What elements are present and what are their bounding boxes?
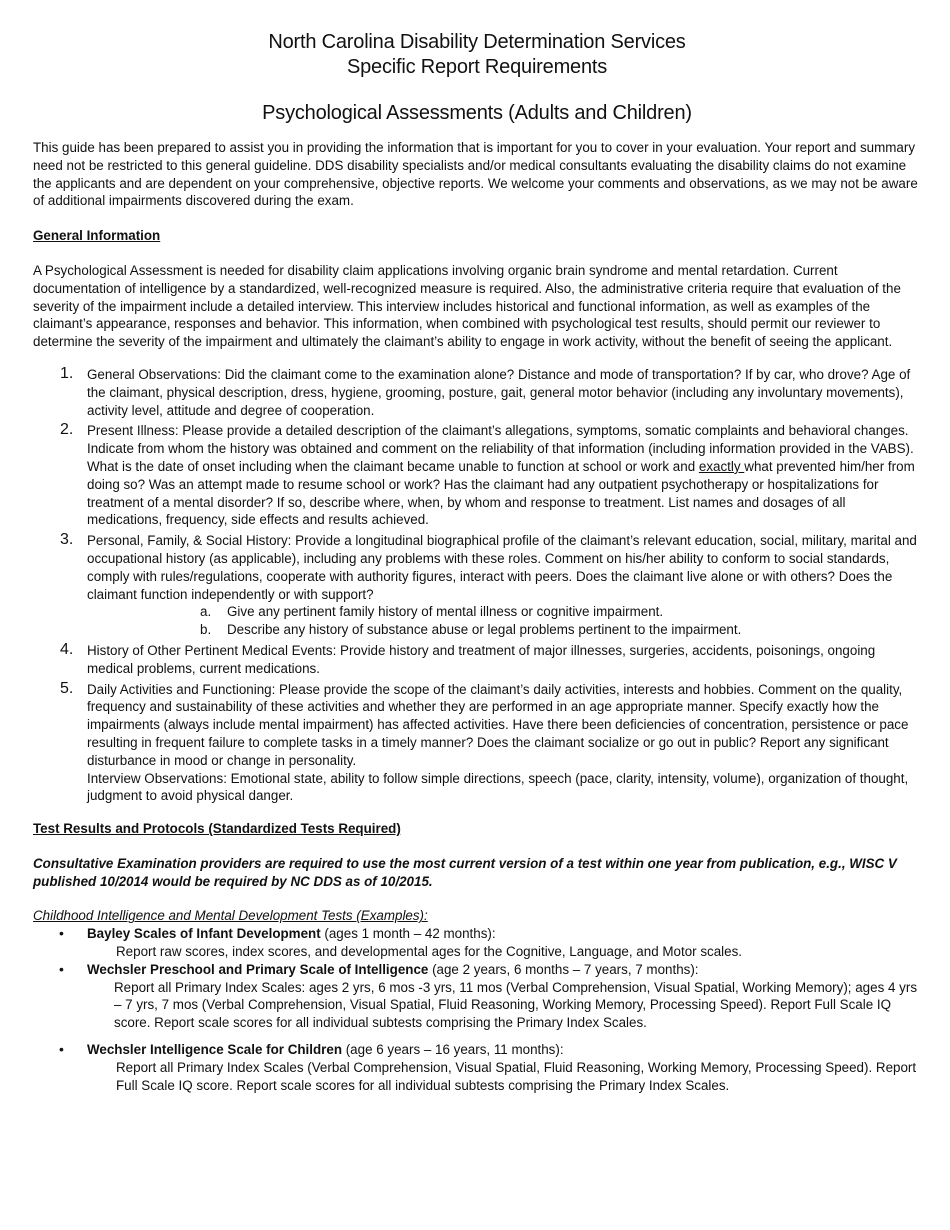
sub-item-text: Give any pertinent family history of mental illness or cognitive impairment. <box>227 604 664 620</box>
childhood-tests-heading: Childhood Intelligence and Mental Development Tests (Examples): <box>33 908 428 924</box>
list-item <box>33 532 921 639</box>
general-information-heading: General Information <box>33 228 161 244</box>
item-text: what prevented him/her from doing so? Was an attempt made to resume school or work? Has the claimant had any outpatient psychotherapy or hospitalizations for treatment of a mental disorder? If so, describe where, when, by whom and response to treatment. List names and dosages of all medications, frequency, side effects and results achieved. <box>87 458 915 528</box>
list-item <box>33 642 921 678</box>
sub-item-letter: a. <box>200 604 212 620</box>
bullet-icon: • <box>59 925 64 942</box>
bullet-icon: • <box>59 1041 64 1058</box>
test-detail: Report all Primary Index Scales: ages 2 yrs, 6 mos -3 yrs, 11 mos (Verbal Comprehension, Visual Spatial, Working Memory); ages 4 yrs – 7 yrs, 7 mos (Verbal Comprehension, Visual Spatial, Fluid Reasoning, Working Memory, Processing Speed). Report Full Scale IQ score. Report scale scores for all individual subtests comprising the Primary Index Scales. <box>114 979 918 1031</box>
test-name: Wechsler Preschool and Primary Scale of Intelligence <box>87 961 429 977</box>
item-text: Present Illness: Please provide a detailed description of the claimant’s allegations, symptoms, somatic complaints and behavioral changes. Indicate from whom the history was obtained and comment on the reliability of that information (including information provided in the VABS). What is the date of onset including when the claimant became unable to function at school or work and <box>87 423 914 474</box>
general-information-paragraph: A Psychological Assessment is needed for disability claim applications involving organic brain syndrome and mental retardation. Current documentation of intelligence by a standardized, well-recognized measure is required. Also, the administrative criteria require that evaluation of the severity of the impairment include a detailed interview. This interview includes historical and functional information, as well as examples of the claimant’s appearance, responses and behavior. This information, when combined with psychological test results, should permit our reviewer to determine the severity of the impairment and ultimately the claimant’s ability to engage in work activity, without the benefit of seeing the applicant. <box>33 262 901 350</box>
list-item <box>33 366 921 419</box>
bullet-icon: • <box>59 960 64 977</box>
report-requirements-title: Specific Report Requirements <box>346 56 608 78</box>
item-number: 3. <box>60 531 74 549</box>
item-text: History of Other Pertinent Medical Events: Provide history and treatment of major illnesses, surgeries, accidents, poisonings, ongoing medical problems, current medications. <box>87 642 876 676</box>
test-age-range: (age 2 years, 6 months – 7 years, 7 months): <box>428 961 699 977</box>
test-age-range: (ages 1 month – 42 months): <box>320 926 496 942</box>
item-text: General Observations: Did the claimant come to the examination alone? Distance and mode of transportation? If by car, who drove? Age of the claimant, physical description, dress, hygiene, grooming, posture, gait, general motor behavior (including any involuntary movements), activity level, attitude and degree of cooperation. <box>87 366 911 418</box>
list-item <box>33 925 921 961</box>
sub-list-item <box>87 621 921 639</box>
item-number: 2. <box>60 421 74 439</box>
item-number: 1. <box>60 364 74 382</box>
sub-item-text: Describe any history of substance abuse or legal problems pertinent to the impairment. <box>227 622 742 638</box>
item-text: Daily Activities and Functioning: Please provide the scope of the claimant’s daily activities, interests and hobbies. Comment on the quality, frequency and sustainability of these activities and whether they are performed in an age appropriate manner. Specify exactly how the impairments (always include mental impairment) has affected activities. Have there been deficiencies of concentration, persistence or pace resulting in frequent failure to complete tasks in a timely manner? Does the claimant socialize or go out in public? Report any significant disturbance in mood or change in personality. <box>87 681 909 768</box>
test-detail: Report all Primary Index Scales (Verbal Comprehension, Visual Spatial, Fluid Reasoning, Working Memory, Processing Speed). Report Full Scale IQ score. Report scale scores for all individual subtests comprising the Primary Index Scales. <box>116 1059 917 1093</box>
interview-observations-text: Interview Observations: Emotional state, ability to follow simple directions, speech (pace, clarity, intensity, volume), organization of thought, judgment to avoid physical danger. <box>87 770 909 804</box>
sub-list-item <box>87 603 921 621</box>
test-name: Bayley Scales of Infant Development <box>87 926 321 942</box>
item-number: 4. <box>60 640 74 658</box>
agency-title: North Carolina Disability Determination Services <box>268 31 686 53</box>
test-name: Wechsler Intelligence Scale for Children <box>87 1042 342 1058</box>
document-page <box>33 30 921 1094</box>
list-item <box>33 422 921 529</box>
test-age-range: (age 6 years – 16 years, 11 months): <box>342 1042 564 1058</box>
test-results-heading: Test Results and Protocols (Standardized Tests Required) <box>33 821 401 837</box>
version-requirement-notice: Consultative Examination providers are required to use the most current version of a test within one year from publication, e.g., WISC V published 10/2014 would be required by NC DDS as of 10/2015. <box>33 855 897 889</box>
item-text: Personal, Family, & Social History: Provide a longitudinal biographical profile of the claimant’s relevant education, social, military, marital and occupational history (as applicable), including any problems with these roles. Comment on his/her ability to conform to social standards, comply with rules/regulations, cooperate with authority figures, interact with peers. Does the claimant live alone or with others? Does the claimant function independently or with support? <box>87 533 917 602</box>
list-item <box>33 1041 921 1094</box>
intro-paragraph: This guide has been prepared to assist you in providing the information that is important for you to cover in your evaluation. Your report and summary need not be restricted to this general guideline. DDS disability specialists and/or medical consultants evaluating the disability claims do not examine the applicants and are dependent on your comprehensive, objective reports. We welcome your comments and observations, as we may not be aware of additional impairments discovered during the exam. <box>33 140 918 209</box>
sub-item-letter: b. <box>200 622 212 638</box>
list-item <box>33 681 921 806</box>
emphasis-text: exactly <box>698 458 745 474</box>
item-number: 5. <box>60 679 74 697</box>
document-subtitle: Psychological Assessments (Adults and Children) <box>262 102 692 124</box>
list-item <box>33 961 921 1032</box>
test-detail: Report raw scores, index scores, and developmental ages for the Cognitive, Language, and Motor scales. <box>116 944 742 960</box>
requirements-list <box>33 366 921 805</box>
sub-list <box>87 603 921 639</box>
document-header <box>33 30 921 126</box>
childhood-tests-list <box>33 925 921 1094</box>
